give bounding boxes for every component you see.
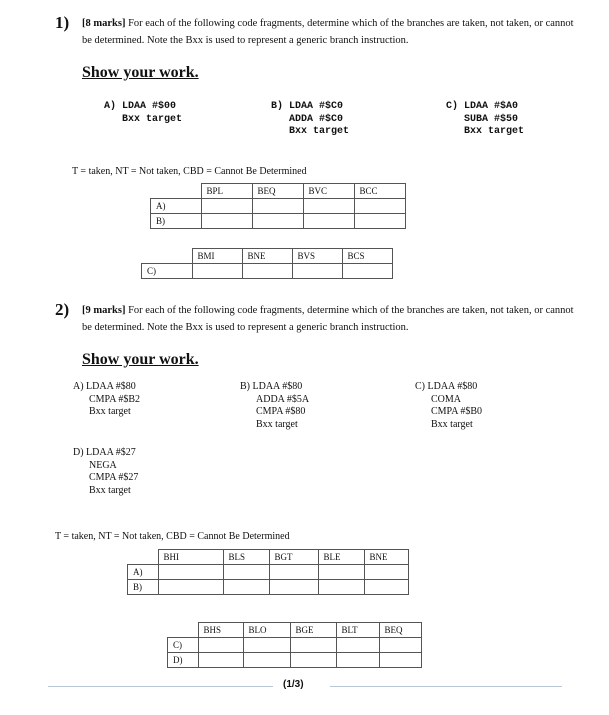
page-number: (1/3) [283,679,304,690]
q2-t1-row-label: A) [128,565,159,580]
q1-t2-row-label: C) [142,264,193,279]
q2-t2-header: BLO [243,623,290,638]
answer-cell[interactable] [354,199,405,214]
answer-cell[interactable] [303,214,354,229]
q1-t1-row-label: B) [151,214,202,229]
q1-t2-header: BVS [292,249,342,264]
q1-table-2 [141,248,393,279]
q1-t1-header: BEQ [252,184,303,199]
q1-fragment-b: B) LDAA #$C0 ADDA #$C0 Bxx target [271,101,350,137]
answer-cell[interactable] [364,580,408,595]
answer-cell[interactable] [290,638,336,653]
q2-t2-row-label: C) [168,638,199,653]
answer-cell[interactable] [198,653,243,668]
q2-table-2 [167,622,422,668]
answer-cell[interactable] [364,565,408,580]
q2-t2-header: BHS [198,623,243,638]
q2-fragment-c: C) LDAA #$80 COMA CMPA #$B0 Bxx target [415,381,483,430]
q2-t2-header: BGE [290,623,336,638]
footer-divider-right [330,686,562,687]
answer-cell[interactable] [252,214,303,229]
answer-cell[interactable] [354,214,405,229]
answer-cell[interactable] [318,580,364,595]
q1-t2-header: BMI [192,249,242,264]
q2-t1-header: BHI [158,550,223,565]
q2-t2-header: BLT [336,623,379,638]
q2-fragment-a: A) LDAA #$80 CMPA #$B2 Bxx target [73,381,141,417]
answer-cell[interactable] [242,264,292,279]
q1-t1-header: BVC [303,184,354,199]
q2-t2-header: BEQ [379,623,421,638]
q2-text [82,302,582,336]
q1-t1-row-label: A) [151,199,202,214]
q2-t1-header: BLE [318,550,364,565]
answer-cell[interactable] [158,565,223,580]
q1-legend: T = taken, NT = Not taken, CBD = Cannot Be Determined [72,166,307,177]
q1-number: 1) [55,13,70,32]
q1-t2-header: BCS [342,249,392,264]
answer-cell[interactable] [192,264,242,279]
answer-cell[interactable] [223,580,269,595]
q2-t1-header: BNE [364,550,408,565]
q2-show-work: Show your work. [82,351,199,368]
q1-fragment-a: A) LDAA #$00 Bxx target [104,101,183,125]
q2-number: 2) [55,300,70,319]
answer-cell[interactable] [243,638,290,653]
answer-cell[interactable] [290,653,336,668]
q1-text [82,15,582,49]
answer-cell[interactable] [269,580,318,595]
answer-cell[interactable] [252,199,303,214]
answer-cell[interactable] [379,653,421,668]
q1-fragment-c: C) LDAA #$A0 SUBA #$50 Bxx target [446,101,525,137]
q1-t1-header: BPL [201,184,252,199]
answer-cell[interactable] [269,565,318,580]
q1-show-work: Show your work. [82,64,199,81]
answer-cell[interactable] [158,580,223,595]
q2-t1-header: BLS [223,550,269,565]
answer-cell[interactable] [292,264,342,279]
q2-t1-header: BGT [269,550,318,565]
answer-cell[interactable] [201,214,252,229]
answer-cell[interactable] [223,565,269,580]
q2-fragment-d: D) LDAA #$27 NEGA CMPA #$27 Bxx target [73,447,139,496]
answer-cell[interactable] [198,638,243,653]
answer-cell[interactable] [303,199,354,214]
q2-marks: [9 marks] [82,305,126,316]
q2-t1-row-label: B) [128,580,159,595]
answer-cell[interactable] [336,653,379,668]
q2-body: For each of the following code fragments, determine which of the branches are taken, not taken, or cannot be determined. Note the Bxx is used to represent a generic branch instruction. [82,305,574,333]
answer-cell[interactable] [318,565,364,580]
answer-cell[interactable] [379,638,421,653]
q1-body: For each of the following code fragments, determine which of the branches are taken, not taken, or cannot be determined. Note the Bxx is used to represent a generic branch instruction. [82,18,574,46]
q2-t2-row-label: D) [168,653,199,668]
q2-table-1 [127,549,409,595]
q2-legend: T = taken, NT = Not taken, CBD = Cannot Be Determined [55,531,290,542]
answer-cell[interactable] [336,638,379,653]
q1-marks: [8 marks] [82,18,126,29]
q1-t2-header: BNE [242,249,292,264]
footer-divider-left [48,686,273,687]
answer-cell[interactable] [342,264,392,279]
q2-fragment-b: B) LDAA #$80 ADDA #$5A CMPA #$80 Bxx target [240,381,310,430]
q1-t1-header: BCC [354,184,405,199]
q1-table-1 [150,183,406,229]
answer-cell[interactable] [243,653,290,668]
answer-cell[interactable] [201,199,252,214]
